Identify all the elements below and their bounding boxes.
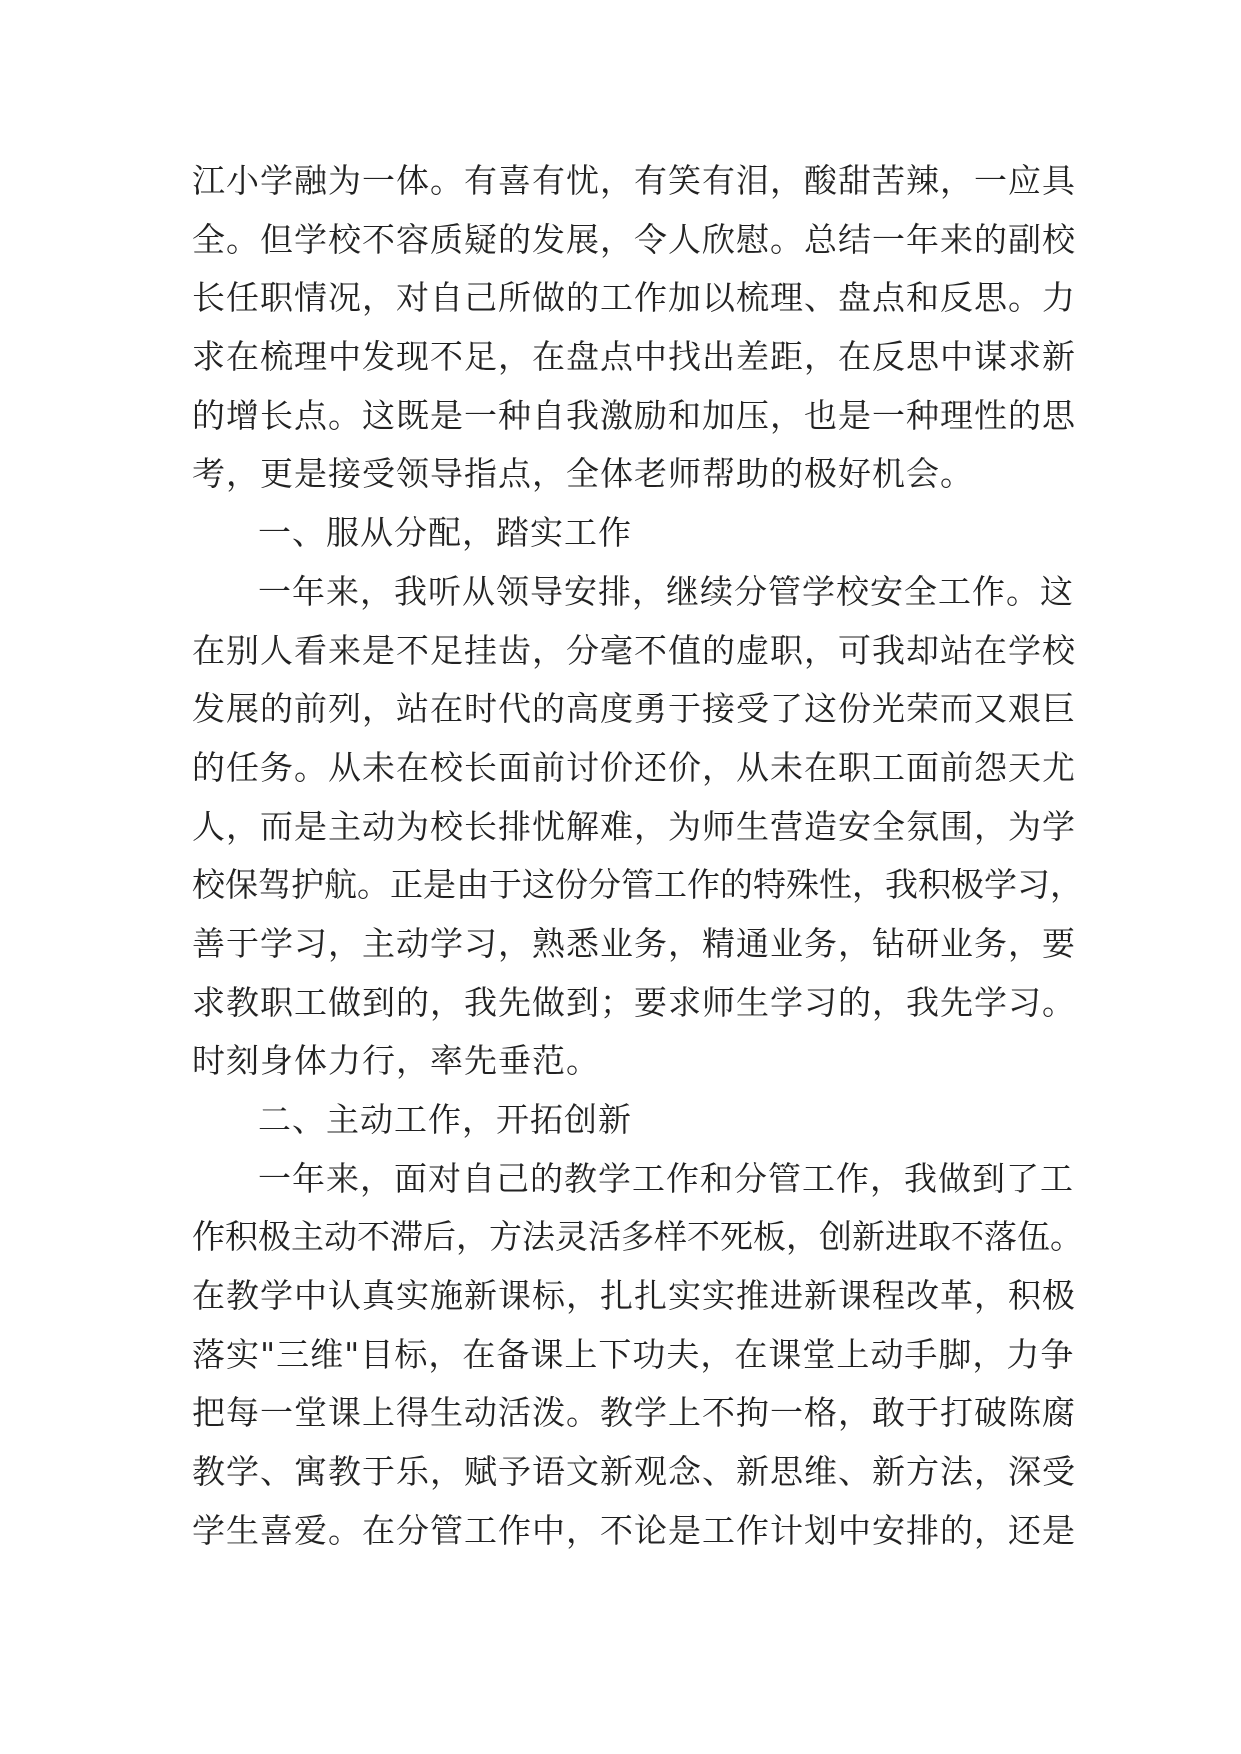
- text-line: 发展的前列，站在时代的高度勇于接受了这份光荣而又艰巨: [192, 689, 1076, 729]
- text-line: 求教职工做到的，我先做到；要求师生学习的，我先学习。: [192, 982, 1076, 1022]
- text-line: 把每一堂课上得生动活泼。教学上不拘一格，敢于打破陈腐: [192, 1393, 1076, 1433]
- section-heading: 二、主动工作，开拓创新: [258, 1100, 632, 1139]
- text-line: 校保驾护航。正是由于这份分管工作的特殊性，我积极学习，: [192, 865, 1083, 905]
- text-line: 教学、寓教于乐，赋予语文新观念、新思维、新方法，深受: [192, 1452, 1076, 1492]
- text-line: 求在梳理中发现不足，在盘点中找出差距，在反思中谋求新: [192, 337, 1076, 377]
- document-body: [192, 152, 1083, 1561]
- text-line: 在别人看来是不足挂齿，分毫不值的虚职，可我却站在学校: [192, 630, 1076, 670]
- text-line: 学生喜爱。在分管工作中，不论是工作计划中安排的，还是: [192, 1510, 1076, 1550]
- text-line: 时刻身体力行，率先垂范。: [192, 1041, 600, 1081]
- text-line: 善于学习，主动学习，熟悉业务，精通业务，钻研业务，要: [192, 923, 1076, 963]
- text-line: 江小学融为一体。有喜有忧，有笑有泪，酸甜苦辣，一应具: [192, 161, 1076, 200]
- text-line: 全。但学校不容质疑的发展，令人欣慰。总结一年来的副校: [192, 219, 1076, 259]
- paragraph-first-line: 一年来，我听从领导安排，继续分管学校安全工作。这: [258, 571, 1074, 611]
- text-line: 考，更是接受领导指点，全体老师帮助的极好机会。: [192, 454, 974, 494]
- text-line: 人，而是主动为校长排忧解难，为师生营造安全氛围，为学: [192, 806, 1076, 846]
- text-line: 在教学中认真实施新课标，扎扎实实推进新课程改革，积极: [192, 1276, 1076, 1316]
- text-line: 作积极主动不滞后，方法灵活多样不死板，创新进取不落伍。: [192, 1217, 1083, 1257]
- text-line: 落实"三维"目标，在备课上下功夫，在课堂上动手脚，力争: [192, 1334, 1075, 1374]
- paragraph-first-line: 一年来，面对自己的教学工作和分管工作，我做到了工: [258, 1158, 1074, 1198]
- text-line: 的增长点。这既是一种自我激励和加压，也是一种理性的思: [192, 395, 1076, 435]
- section-heading: 一、服从分配，踏实工作: [258, 513, 632, 553]
- text-line: 的任务。从未在校长面前讨价还价，从未在职工面前怨天尤: [192, 747, 1076, 787]
- text-line: 长任职情况，对自己所做的工作加以梳理、盘点和反思。力: [192, 278, 1076, 318]
